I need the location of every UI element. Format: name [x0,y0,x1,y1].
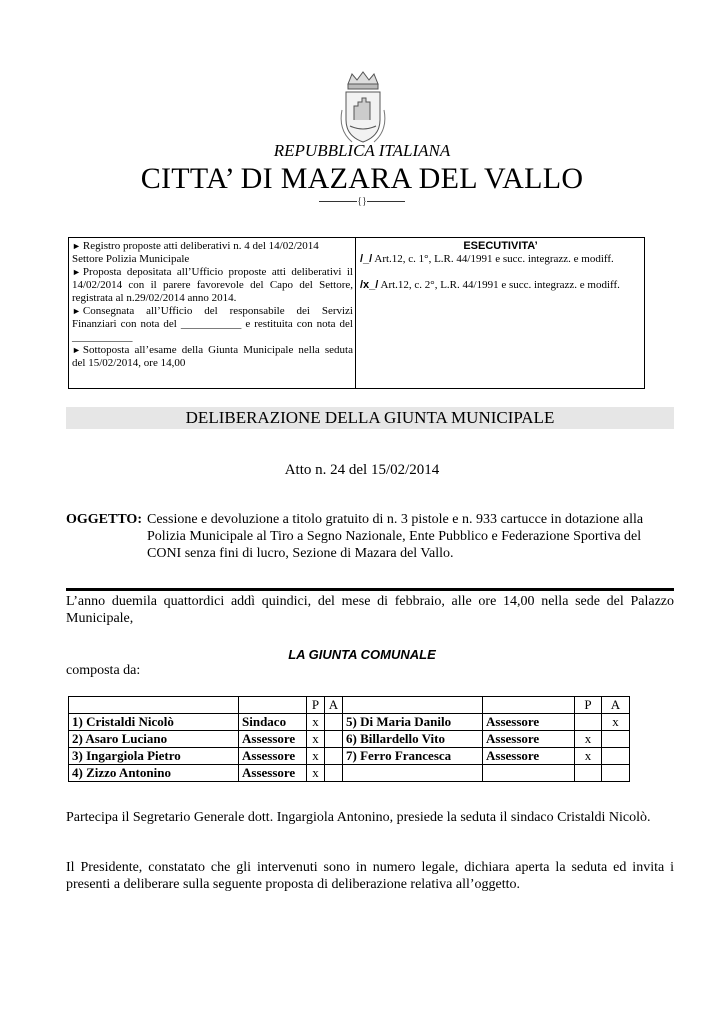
present-header: P [575,697,602,714]
act-number: Atto n. 24 del 15/02/2014 [284,462,440,478]
member-name [343,765,483,782]
member-name: 1) Cristaldi Nicolò [69,714,239,731]
registry-item: ► Registro proposte atti deliberativi n. 4 del 14/02/2014 [72,240,319,252]
member-name: 3) Ingargiola Pietro [69,748,239,765]
table-row [69,714,630,731]
title-ornament: {} [0,196,724,207]
member-role: Assessore [483,731,575,748]
executivity-option-1: /_/ Art.12, c. 1°, L.R. 44/1991 e succ. integrazz. e modiff. [360,253,614,265]
registry-details [69,238,356,388]
secretary-paragraph: Partecipa il Segretario Generale dott. Ingargiola Antonino, presiede la seduta il sindaco Cristaldi Nicolò. [66,810,651,825]
city-title: CITTA’ DI MAZARA DEL VALLO [140,162,584,195]
present-mark: x [307,714,325,731]
present-mark: x [307,748,325,765]
section-divider [66,588,674,591]
absent-mark [325,748,343,765]
absent-header: A [602,697,630,714]
absent-mark [602,748,630,765]
absent-mark [325,765,343,782]
member-role: Assessore [239,748,307,765]
present-mark [575,714,602,731]
registry-info-box [68,237,645,389]
subject-block [66,511,676,562]
subject-text: Cessione e devoluzione a titolo gratuito di n. 3 pistole e n. 933 cartucce in dotazione alla Polizia Municipale al Tiro a Segno Nazionale, Ente Pubblico e Federazione Sportiva del CONI senza fini di lucro, Sezione di Mazara del Vallo. [147,512,644,561]
absent-mark [325,714,343,731]
member-role: Sindaco [239,714,307,731]
member-name: 4) Zizzo Antonino [69,765,239,782]
present-mark: x [307,731,325,748]
table-row [69,748,630,765]
executivity-details [356,238,644,388]
member-role [483,765,575,782]
consignment-item: ► Consegnata all’Ufficio del responsabile dei Servizi Finanziari con nota del ___________ e restituita con nota del ___________ [72,305,353,343]
registry-sector: Settore Polizia Municipale [72,253,190,265]
pointer-icon: ► [72,267,81,277]
absent-mark: x [602,714,630,731]
examination-item: ► Sottoposta all’esame della Giunta Municipale nella seduta del 15/02/2014, ore 14,00 [72,344,353,369]
table-row [69,765,630,782]
executivity-title: ESECUTIVITA’ [463,240,538,252]
pointer-icon: ► [72,306,81,316]
council-heading: LA GIUNTA COMUNALE [288,647,436,662]
table-header-row [69,697,630,714]
member-role: Assessore [483,748,575,765]
table-row [69,731,630,748]
absent-mark [325,731,343,748]
composition-label: composta da: [66,663,141,678]
members-table [68,696,630,782]
absent-mark [602,731,630,748]
member-name: 6) Billardello Vito [343,731,483,748]
absent-header: A [325,697,343,714]
present-mark: x [575,731,602,748]
pointer-icon: ► [72,241,81,251]
member-role: Assessore [239,765,307,782]
deposit-item: ► Proposta depositata all’Ufficio proposte atti deliberativi il 14/02/2014 con il parere favorevole del Capo del Settore, registrata al n.29/02/2014 anno 2014. [72,266,353,304]
present-mark: x [307,765,325,782]
member-role: Assessore [239,731,307,748]
present-mark [575,765,602,782]
city-crest-emblem [338,70,388,148]
intro-paragraph: L’anno duemila quattordici addì quindici, del mese di febbraio, alle ore 14,00 nella sede del Palazzo Municipale, [66,594,674,626]
member-name: 5) Di Maria Danilo [343,714,483,731]
member-name: 7) Ferro Francesca [343,748,483,765]
present-mark: x [575,748,602,765]
president-paragraph: Il Presidente, constatato che gli intervenuti sono in numero legale, dichiara aperta la seduta ed invita i presenti a deliberare sulla seguente proposta di deliberazione relativa all’oggetto. [66,860,674,892]
republic-heading: REPUBBLICA ITALIANA [273,141,451,160]
pointer-icon: ► [72,345,81,355]
subject-label: OGGETTO: [66,512,142,527]
member-name: 2) Asaro Luciano [69,731,239,748]
absent-mark [602,765,630,782]
deliberation-title: DELIBERAZIONE DELLA GIUNTA MUNICIPALE [66,407,674,429]
present-header: P [307,697,325,714]
executivity-option-2: /x_/ Art.12, c. 2°, L.R. 44/1991 e succ. integrazz. e modiff. [360,279,620,291]
member-role: Assessore [483,714,575,731]
